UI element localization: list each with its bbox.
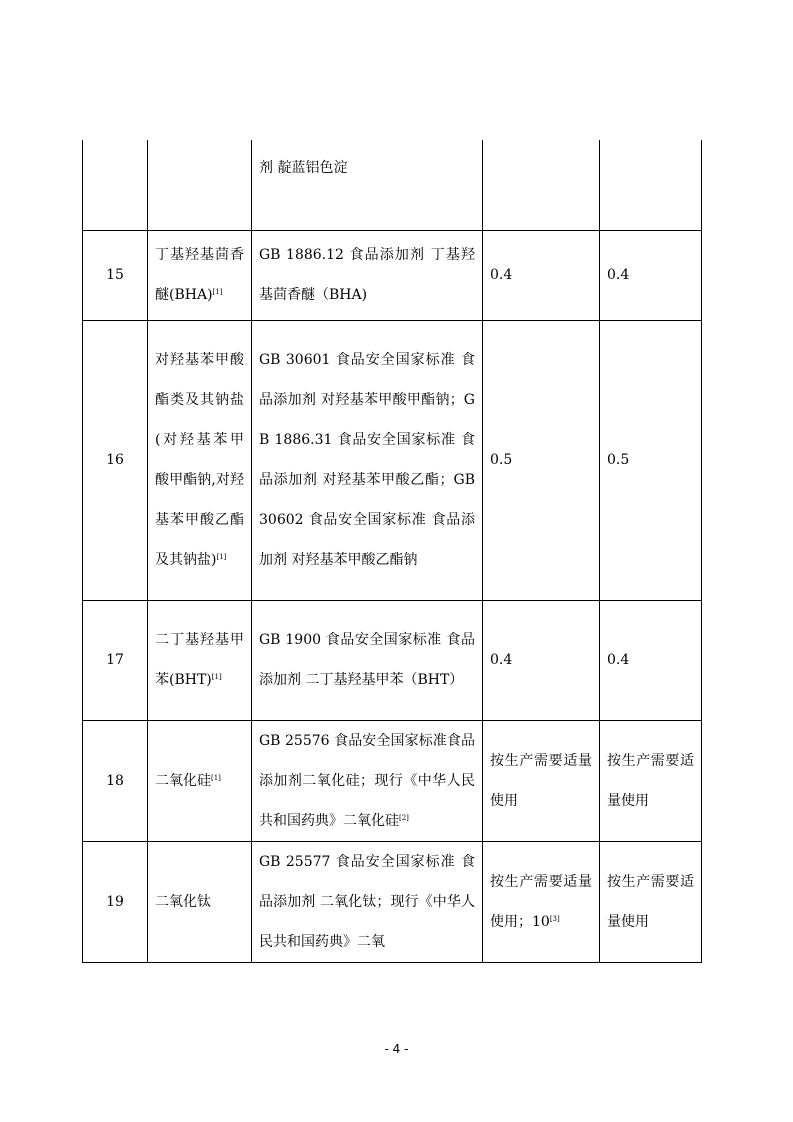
row-number: 19 — [83, 841, 148, 962]
standard-text: GB 1886.12 食品添加剂 丁基羟基茴香醚（BHA) — [259, 247, 475, 303]
row-number: 15 — [83, 230, 148, 320]
limit-cell-b — [600, 140, 702, 230]
reference-mark: [3] — [549, 914, 560, 923]
table-row — [83, 140, 702, 230]
additive-name-cell — [148, 230, 252, 320]
limit-cell-b: 0.4 — [600, 600, 702, 720]
limit-cell-a — [483, 140, 600, 230]
standard-cell — [252, 320, 483, 600]
additive-name-cell — [148, 320, 252, 600]
standard-cell — [252, 230, 483, 320]
limit-cell-b: 0.5 — [600, 320, 702, 600]
page-number: - 4 - — [384, 1042, 409, 1056]
row-number — [83, 140, 148, 230]
table-row — [83, 720, 702, 841]
limit-cell-b: 按生产需要适量使用 — [600, 841, 702, 962]
reference-mark: [1] — [211, 773, 221, 782]
limit-cell-b: 按生产需要适量使用 — [600, 720, 702, 841]
additive-name — [148, 140, 252, 230]
standard-text: GB 25577 食品安全国家标准 食品添加剂 二氧化钛；现行《中华人民共和国药典》二氧 — [259, 853, 475, 950]
additive-name: 对羟基苯甲酸酯类及其钠盐(对羟基苯甲酸甲酯钠,对羟基苯甲酸乙酯及其钠盐) — [155, 352, 244, 568]
limit-cell-a: 按生产需要适量使用 — [483, 720, 600, 841]
limit-cell-a: 0.4 — [483, 230, 600, 320]
table-row — [83, 320, 702, 600]
standard-text: 剂 靛蓝铝色淀 — [259, 160, 348, 176]
limit-cell-a: 0.4 — [483, 600, 600, 720]
additive-name: 二氧化钛 — [148, 841, 252, 962]
standard-cell — [252, 140, 483, 230]
additive-name: 二丁基羟基甲苯(BHT) — [155, 632, 244, 688]
limit-text: 按生产需要适量使用；10 — [490, 873, 592, 930]
row-number: 18 — [83, 720, 148, 841]
standard-cell — [252, 720, 483, 841]
additive-name: 丁基羟基茴香醚(BHA) — [155, 247, 244, 303]
reference-mark: [1] — [212, 288, 223, 296]
standard-text: GB 1900 食品安全国家标准 食品添加剂 二丁基羟基甲苯（BHT） — [259, 632, 475, 688]
additive-name: 二氧化硅 — [155, 772, 211, 789]
standard-cell — [252, 841, 483, 962]
reference-mark: [2] — [399, 813, 409, 822]
additive-name-cell — [148, 600, 252, 720]
limit-cell-a: 0.5 — [483, 320, 600, 600]
table-row — [83, 841, 702, 962]
row-number: 17 — [83, 600, 148, 720]
limit-cell-b: 0.4 — [600, 230, 702, 320]
row-number: 16 — [83, 320, 148, 600]
standard-text: GB 30601 食品安全国家标准 食品添加剂 对羟基苯甲酸甲酯钠；GB 1886.31 食品安全国家标准 食品添加剂 对羟基苯甲酸乙酯；GB 30602 食品安全国家标准 食品添加剂 对羟基苯甲酸乙酯钠 — [259, 352, 475, 568]
limit-cell-a — [483, 841, 600, 962]
standard-text: GB 25576 食品安全国家标准食品添加剂二氧化硅；现行《中华人民共和国药典》二氧化硅 — [259, 732, 475, 829]
table-row — [83, 600, 702, 720]
reference-mark: [1] — [211, 673, 222, 681]
additive-table — [82, 140, 702, 963]
reference-mark: [1] — [216, 553, 227, 561]
standard-cell — [252, 600, 483, 720]
additive-name-cell — [148, 720, 252, 841]
table-row — [83, 230, 702, 320]
